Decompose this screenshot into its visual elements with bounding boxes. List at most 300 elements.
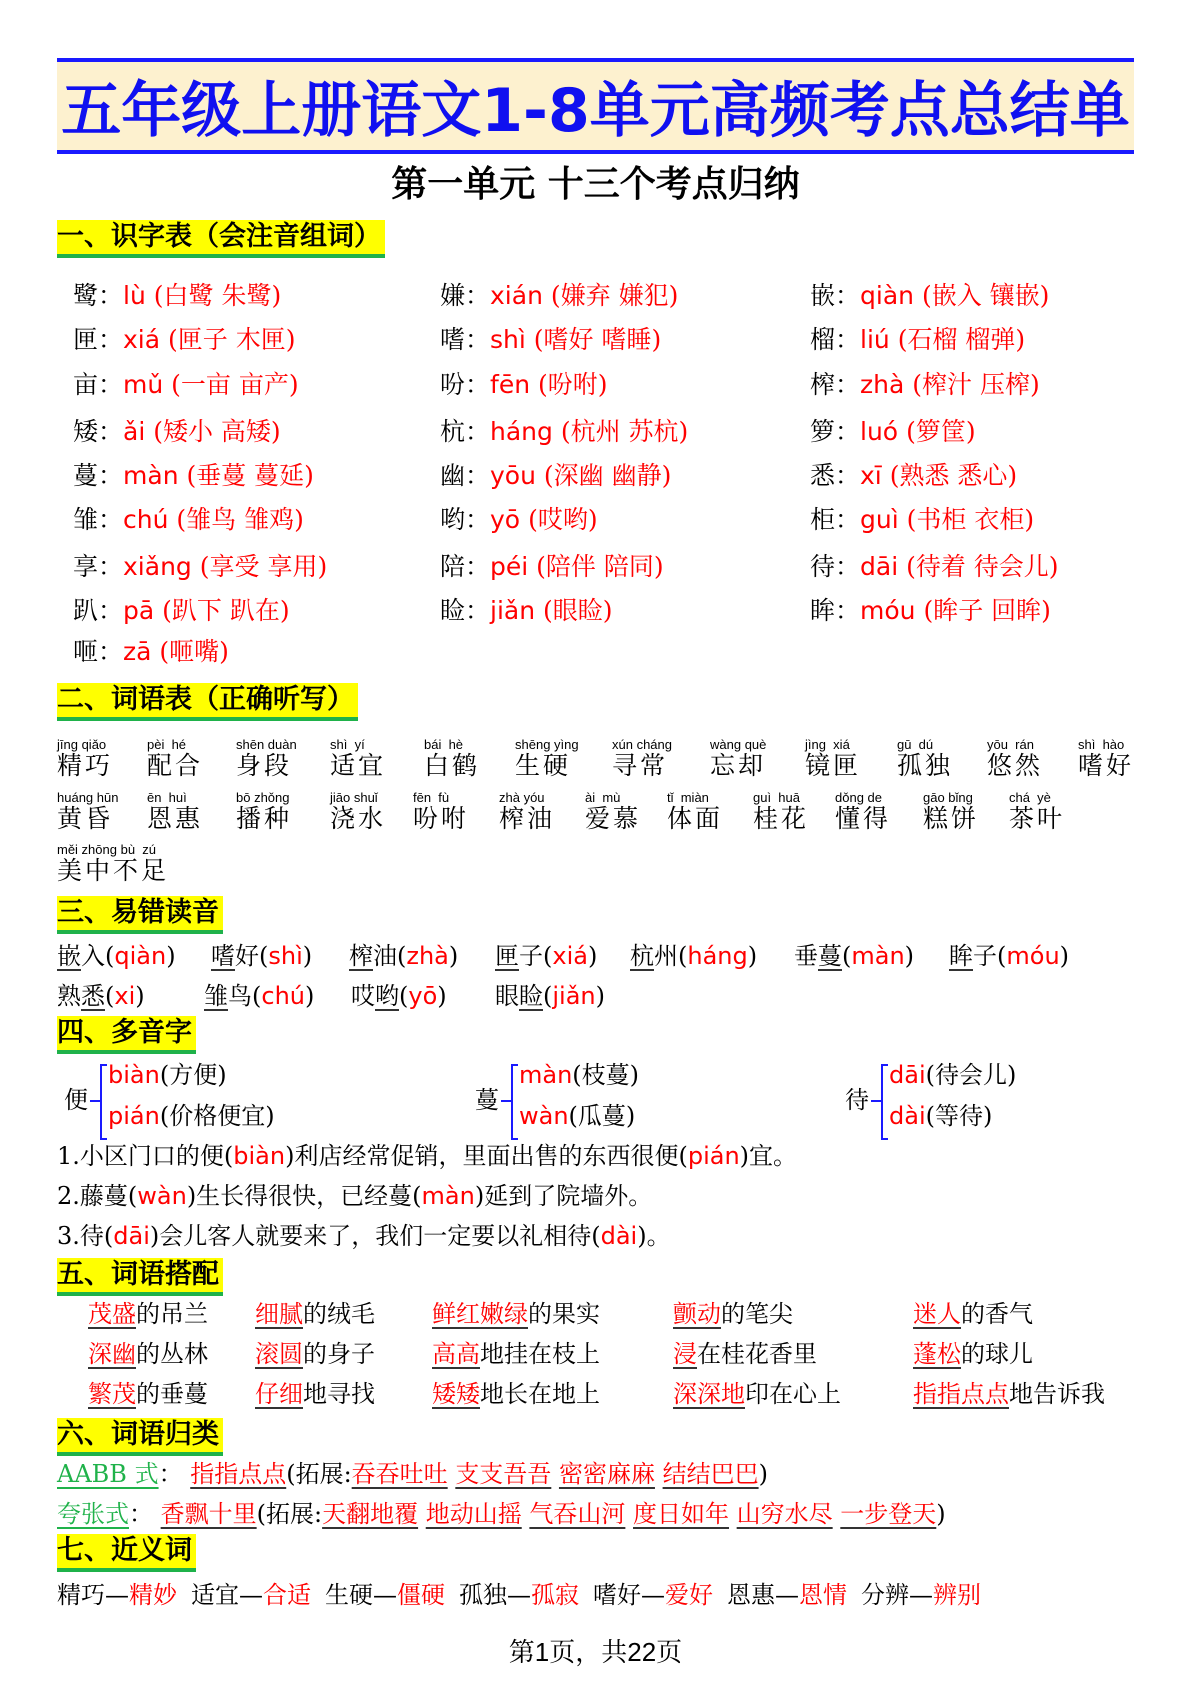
synonym-pair <box>325 1581 445 1609</box>
collocation-rest: 印在心上 <box>745 1380 841 1408</box>
paren: ( <box>997 942 1007 970</box>
collocation-rest: 的果实 <box>528 1300 600 1328</box>
section-header-misread: 三、易错读音 <box>57 896 223 934</box>
polyphone-pinyin: màn <box>519 1061 573 1089</box>
vocab-pinyin: jìng xiá <box>805 737 850 752</box>
synonym-word: 适宜 <box>191 1581 239 1609</box>
collocation-item <box>88 1339 208 1369</box>
literacy-words: (书柜 衣柜) <box>906 505 1035 534</box>
sentence-text: )宜。 <box>739 1142 798 1170</box>
misread-underlined: 眸 <box>949 942 973 970</box>
collocation-key: 繁茂 <box>88 1380 136 1408</box>
polyphone-reading <box>889 1101 992 1131</box>
literacy-item <box>73 417 281 447</box>
paren: ) <box>587 942 598 970</box>
literacy-item <box>73 552 327 582</box>
collocation-key: 滚圆 <box>255 1340 303 1368</box>
paren: ( <box>105 942 115 970</box>
vocab-item <box>413 791 469 833</box>
colon: ： <box>158 1460 191 1488</box>
synonym-word: 恩惠 <box>727 1581 775 1609</box>
vocab-word: 身段 <box>236 751 293 780</box>
bracket-icon <box>511 1064 518 1140</box>
vocab-item <box>612 738 672 780</box>
misread-underlined: 杭 <box>630 942 654 970</box>
literacy-char: 榴： <box>810 325 861 354</box>
dash: — <box>373 1581 397 1609</box>
polyphone-reading <box>519 1060 639 1090</box>
literacy-words: (榨汁 压榨) <box>912 370 1040 399</box>
literacy-pinyin: luó <box>860 417 907 446</box>
bracket-icon <box>100 1064 107 1140</box>
vocab-word: 播种 <box>236 804 293 833</box>
section-header-collocations: 五、词语搭配 <box>57 1258 223 1296</box>
misread-item <box>630 941 757 971</box>
misread-pinyin: yō <box>408 982 438 1010</box>
literacy-char: 咂： <box>73 637 124 666</box>
literacy-words: (雏鸟 雏鸡) <box>176 505 304 534</box>
literacy-pinyin: fēn <box>490 370 538 399</box>
paren: ) <box>1059 942 1070 970</box>
vocab-item <box>330 738 386 780</box>
misread-text: 子 <box>973 942 997 970</box>
paren: ( <box>252 982 262 1010</box>
literacy-item <box>810 596 1051 626</box>
collocation-key: 蓬松 <box>913 1340 961 1368</box>
vocab-word: 爱慕 <box>585 804 642 833</box>
vocab-word: 美中不足 <box>57 856 170 885</box>
literacy-pinyin: móu <box>860 596 924 625</box>
misread-underlined: 蔓 <box>818 942 842 970</box>
vocab-item <box>585 791 641 833</box>
misread-text: 垂 <box>794 942 818 970</box>
bracket-icon <box>881 1064 888 1140</box>
category-label: AABB 式 <box>57 1460 159 1488</box>
misread-item <box>495 981 605 1011</box>
literacy-item <box>810 325 1025 355</box>
sentence-text: )生长得很快，已经蔓( <box>186 1182 422 1210</box>
literacy-pinyin: shì <box>490 325 534 354</box>
synonym-word: 生硬 <box>325 1581 373 1609</box>
misread-item <box>351 981 447 1011</box>
literacy-item <box>440 417 688 447</box>
paren: ( <box>259 942 269 970</box>
vocab-pinyin: ēn huì <box>147 790 187 805</box>
literacy-char: 眸： <box>810 596 861 625</box>
literacy-char: 幽： <box>440 461 491 490</box>
literacy-pinyin: qiàn <box>860 281 922 310</box>
literacy-item <box>810 505 1034 535</box>
vocab-pinyin: pèi hé <box>147 737 187 752</box>
colon: ： <box>129 1500 161 1528</box>
polyphone-pinyin: biàn <box>108 1061 160 1089</box>
polyphone-word: (价格便宜) <box>159 1102 275 1130</box>
literacy-words: (吩咐) <box>538 370 608 399</box>
vocab-pinyin: fēn fù <box>413 790 450 805</box>
dash: — <box>909 1581 933 1609</box>
vocab-word: 糕饼 <box>923 804 980 833</box>
paren: ) <box>302 942 313 970</box>
literacy-char: 待： <box>810 552 861 581</box>
collocation-key: 深幽 <box>88 1340 136 1368</box>
collocation-rest: 的丛林 <box>136 1340 208 1368</box>
space <box>418 1500 426 1528</box>
literacy-pinyin: xiá <box>123 325 169 354</box>
collocation-rest: 的身子 <box>303 1340 375 1368</box>
vocab-pinyin: jiāo shuǐ <box>330 790 378 805</box>
polyphone-pinyin: dāi <box>889 1061 926 1089</box>
vocab-word: 镜匣 <box>805 751 862 780</box>
synonym-pair <box>191 1581 311 1609</box>
vocab-word: 精巧 <box>57 751 114 780</box>
collocation-key: 茂盛 <box>88 1300 136 1328</box>
misread-underlined: 哟 <box>375 982 399 1010</box>
misread-pinyin: chú <box>261 982 305 1010</box>
vocab-item <box>667 791 723 833</box>
collocation-item <box>913 1379 1105 1409</box>
misread-item <box>204 981 314 1011</box>
misread-pinyin: qiàn <box>114 942 167 970</box>
literacy-char: 矮： <box>73 417 124 446</box>
sentence-pinyin: màn <box>421 1182 475 1210</box>
literacy-words: (眼睑) <box>543 596 613 625</box>
misread-pinyin: háng <box>687 942 748 970</box>
literacy-pinyin: yōu <box>490 461 544 490</box>
section-header-categories: 六、词语归类 <box>57 1418 223 1456</box>
vocab-item <box>805 738 861 780</box>
category-close: ) <box>758 1460 768 1488</box>
synonym-word: 分辨 <box>861 1581 909 1609</box>
literacy-pinyin: jiǎn <box>490 596 544 625</box>
literacy-char: 睑： <box>440 596 491 625</box>
literacy-item <box>73 505 304 535</box>
category-ext-word: 密密麻麻 <box>558 1460 655 1488</box>
polyphone-char: 蔓 <box>475 1086 499 1114</box>
literacy-pinyin: mǔ <box>123 370 172 399</box>
example-sentence <box>57 1141 797 1171</box>
synonym-list <box>57 1580 981 1610</box>
misread-text: 入 <box>81 942 105 970</box>
collocation-rest: 的香气 <box>961 1300 1033 1328</box>
vocab-word: 适宜 <box>330 751 387 780</box>
literacy-words: (箩筐) <box>906 417 976 446</box>
category-close: ) <box>936 1500 946 1528</box>
category-ext-word: 山穷水尽 <box>736 1500 833 1528</box>
category-ext-prefix: (拓展: <box>286 1460 352 1488</box>
vocab-pinyin: ài mù <box>585 790 621 805</box>
vocab-word: 吩咐 <box>413 804 470 833</box>
vocab-pinyin: tǐ miàn <box>667 790 709 805</box>
misread-text: 油 <box>373 942 397 970</box>
category-label: 夸张式 <box>57 1500 129 1528</box>
literacy-item <box>440 505 598 535</box>
literacy-pinyin: lù <box>123 281 154 310</box>
unit-subtitle: 第一单元 十三个考点归纳 <box>391 163 800 205</box>
vocab-word: 配合 <box>147 751 204 780</box>
collocation-key: 鲜红嫩绿 <box>432 1300 528 1328</box>
collocation-key: 深深地 <box>673 1380 745 1408</box>
category-ext-word: 结结巴巴 <box>662 1460 759 1488</box>
literacy-item <box>440 325 661 355</box>
sentence-text: )。 <box>637 1222 671 1250</box>
vocab-item <box>710 738 766 780</box>
vocab-item <box>897 738 953 780</box>
polyphone-word: (待会儿) <box>925 1061 1017 1089</box>
collocation-key: 颤动 <box>673 1300 721 1328</box>
literacy-char: 陪： <box>440 552 491 581</box>
category-ext-word: 地动山摇 <box>425 1500 522 1528</box>
vocab-pinyin: shì yí <box>330 737 365 752</box>
vocab-item <box>835 791 891 833</box>
vocab-pinyin: bō zhǒng <box>236 790 290 805</box>
dash: — <box>775 1581 799 1609</box>
vocab-pinyin: jīng qiǎo <box>57 737 107 752</box>
space <box>551 1460 559 1488</box>
literacy-pinyin: xī <box>860 461 890 490</box>
vocab-pinyin: bái hè <box>424 737 464 752</box>
literacy-item <box>73 325 296 355</box>
sentence-pinyin: pián <box>687 1142 740 1170</box>
literacy-words: (熟悉 悉心) <box>889 461 1018 490</box>
vocab-pinyin: chá yè <box>1009 790 1051 805</box>
collocation-rest: 在桂花香里 <box>697 1340 817 1368</box>
literacy-char: 杭： <box>440 417 491 446</box>
literacy-char: 亩： <box>73 370 124 399</box>
literacy-item <box>73 370 299 400</box>
collocation-rest: 的球儿 <box>961 1340 1033 1368</box>
bracket-icon <box>871 1100 881 1102</box>
category-ext-word: 支支吾吾 <box>455 1460 552 1488</box>
collocation-rest: 的垂蔓 <box>136 1380 208 1408</box>
sentence-text: )利店经常促销，里面出售的东西很便( <box>285 1142 688 1170</box>
literacy-words: (咂嘴) <box>159 637 229 666</box>
literacy-pinyin: màn <box>123 461 187 490</box>
vocab-item <box>753 791 809 833</box>
literacy-words: (石榴 榴弹) <box>897 325 1026 354</box>
polyphone-reading <box>108 1060 227 1090</box>
collocation-item <box>255 1299 375 1329</box>
polyphone-pinyin: wàn <box>519 1102 569 1130</box>
misread-pinyin: jiǎn <box>552 982 596 1010</box>
synonym-pair <box>459 1581 579 1609</box>
literacy-char: 柜： <box>810 505 861 534</box>
vocab-item <box>236 738 297 780</box>
vocab-pinyin: shēng yìng <box>515 737 579 752</box>
category-ext-word: 气吞山河 <box>529 1500 626 1528</box>
misread-underlined: 睑 <box>519 982 543 1010</box>
example-sentence <box>57 1181 652 1211</box>
vocab-item <box>424 738 480 780</box>
literacy-pinyin: xián <box>490 281 551 310</box>
synonym-match: 精妙 <box>129 1581 177 1609</box>
paren: ) <box>904 942 915 970</box>
synonym-match: 恩情 <box>799 1581 847 1609</box>
sentence-text: 2.藤蔓( <box>57 1182 138 1210</box>
misread-pinyin: shì <box>268 942 303 970</box>
misread-text: 鸟 <box>228 982 252 1010</box>
vocab-word: 浇水 <box>330 804 387 833</box>
literacy-pinyin: guì <box>860 505 907 534</box>
polyphone-word: (等待) <box>925 1102 993 1130</box>
misread-underlined: 榨 <box>349 942 373 970</box>
synonym-pair <box>57 1581 177 1609</box>
literacy-pinyin: ǎi <box>123 417 154 446</box>
vocab-item <box>987 738 1043 780</box>
misread-underlined: 雏 <box>204 982 228 1010</box>
page-number: 第1页，共22页 <box>508 1637 683 1667</box>
vocab-word: 黄昏 <box>57 804 114 833</box>
paren: ( <box>397 942 407 970</box>
collocation-item <box>673 1339 817 1369</box>
literacy-words: (白鹭 朱鹭) <box>153 281 282 310</box>
misread-item <box>211 941 312 971</box>
dash: — <box>105 1581 129 1609</box>
vocab-item <box>330 791 386 833</box>
literacy-pinyin: háng <box>490 417 561 446</box>
collocation-rest: 的绒毛 <box>303 1300 375 1328</box>
literacy-words: (嗜好 嗜睡) <box>533 325 662 354</box>
literacy-item <box>440 370 608 400</box>
collocation-item <box>432 1299 600 1329</box>
paren: ) <box>448 942 459 970</box>
literacy-words: (哎哟) <box>528 505 598 534</box>
synonym-match: 爱好 <box>665 1581 713 1609</box>
literacy-pinyin: péi <box>490 552 537 581</box>
literacy-char: 嫌： <box>440 281 491 310</box>
literacy-words: (垂蔓 蔓延) <box>186 461 314 490</box>
misread-pinyin: xi <box>114 982 136 1010</box>
vocab-word: 桂花 <box>753 804 810 833</box>
literacy-char: 悉： <box>810 461 861 490</box>
polyphone-reading <box>889 1060 1016 1090</box>
misread-text: 州 <box>654 942 678 970</box>
literacy-item <box>73 281 281 311</box>
bracket-icon <box>501 1100 511 1102</box>
polyphone-word: (瓜蔓) <box>568 1102 636 1130</box>
literacy-words: (享受 享用) <box>199 552 328 581</box>
literacy-item <box>810 370 1040 400</box>
synonym-pair <box>593 1581 713 1609</box>
literacy-words: (杭州 苏杭) <box>560 417 689 446</box>
vocab-pinyin: gāo bǐng <box>923 790 973 805</box>
paren: ( <box>543 942 553 970</box>
synonym-word: 精巧 <box>57 1581 105 1609</box>
vocab-pinyin: xún cháng <box>612 737 672 752</box>
collocation-key: 仔细 <box>255 1380 303 1408</box>
polyphone-pinyin: pián <box>108 1102 160 1130</box>
misread-text: 哎 <box>351 982 375 1010</box>
vocab-word: 孤独 <box>897 751 954 780</box>
misread-text: 眼 <box>495 982 519 1010</box>
collocation-key: 高高 <box>432 1340 480 1368</box>
literacy-char: 哟： <box>440 505 491 534</box>
collocation-rest: 地告诉我 <box>1009 1380 1105 1408</box>
collocation-rest: 地寻找 <box>303 1380 375 1408</box>
collocation-item <box>255 1339 375 1369</box>
vocab-item <box>923 791 979 833</box>
space <box>655 1460 663 1488</box>
vocab-pinyin: huáng hūn <box>57 790 119 805</box>
literacy-char: 嵌： <box>810 281 861 310</box>
literacy-char: 蔓： <box>73 461 124 490</box>
vocab-pinyin: wàng què <box>710 737 767 752</box>
paren: ( <box>105 982 115 1010</box>
collocation-item <box>913 1299 1033 1329</box>
vocab-pinyin: yōu rán <box>987 737 1034 752</box>
literacy-char: 鹭： <box>73 281 124 310</box>
vocab-word: 恩惠 <box>147 804 204 833</box>
category-ext-prefix: (拓展: <box>256 1500 323 1528</box>
collocation-item <box>255 1379 375 1409</box>
vocab-word: 悠然 <box>987 751 1044 780</box>
synonym-word: 嗜好 <box>593 1581 641 1609</box>
vocab-pinyin: zhà yóu <box>499 790 545 805</box>
vocab-pinyin: shēn duàn <box>236 737 297 752</box>
vocab-word: 生硬 <box>515 751 572 780</box>
collocation-item <box>88 1379 208 1409</box>
misread-item <box>949 941 1069 971</box>
collocation-key: 细腻 <box>255 1300 303 1328</box>
misread-pinyin: xiá <box>552 942 588 970</box>
title-banner <box>57 58 1134 154</box>
paren: ) <box>135 982 145 1010</box>
section-header-polyphones: 四、多音字 <box>57 1016 196 1054</box>
literacy-char: 嗜： <box>440 325 491 354</box>
category-ext-word: 度日如年 <box>633 1500 730 1528</box>
sentence-pinyin: dāi <box>113 1222 150 1250</box>
vocab-word: 白鹤 <box>424 751 481 780</box>
polyphone-word: (枝蔓) <box>572 1061 640 1089</box>
misread-pinyin: màn <box>851 942 905 970</box>
literacy-char: 吩： <box>440 370 491 399</box>
section-header-vocab: 二、词语表（正确听写） <box>57 683 358 721</box>
collocation-rest: 的吊兰 <box>136 1300 208 1328</box>
paren: ) <box>595 982 606 1010</box>
category-row <box>57 1499 946 1529</box>
vocab-pinyin: měi zhōng bù zú <box>57 842 157 857</box>
misread-underlined: 悉 <box>81 982 105 1010</box>
sentence-text: 3.待( <box>57 1222 114 1250</box>
vocab-item <box>147 738 203 780</box>
paren: ( <box>399 982 409 1010</box>
vocab-word: 寻常 <box>612 751 669 780</box>
collocation-key: 迷人 <box>913 1300 961 1328</box>
literacy-item <box>810 281 1049 311</box>
synonym-pair <box>861 1581 981 1609</box>
vocab-item <box>499 791 555 833</box>
collocation-item <box>913 1339 1033 1369</box>
sentence-pinyin: dài <box>600 1222 638 1250</box>
synonym-word: 孤独 <box>459 1581 507 1609</box>
collocation-rest: 地长在地上 <box>480 1380 600 1408</box>
collocation-rest: 地挂在枝上 <box>480 1340 600 1368</box>
misread-underlined: 嗜 <box>211 942 235 970</box>
vocab-item <box>147 791 203 833</box>
collocation-item <box>88 1299 208 1329</box>
example-sentence <box>57 1221 671 1251</box>
collocation-item <box>673 1299 793 1329</box>
sentence-text: )延到了院墙外。 <box>474 1182 653 1210</box>
literacy-words: (眸子 回眸) <box>923 596 1051 625</box>
synonym-match: 孤寂 <box>531 1581 579 1609</box>
polyphone-reading <box>108 1101 275 1131</box>
vocab-item <box>1009 791 1065 833</box>
literacy-pinyin: zhà <box>860 370 913 399</box>
literacy-item <box>440 596 613 626</box>
literacy-words: (趴下 趴在) <box>162 596 290 625</box>
polyphone-reading <box>519 1101 635 1131</box>
literacy-char: 趴： <box>73 596 124 625</box>
